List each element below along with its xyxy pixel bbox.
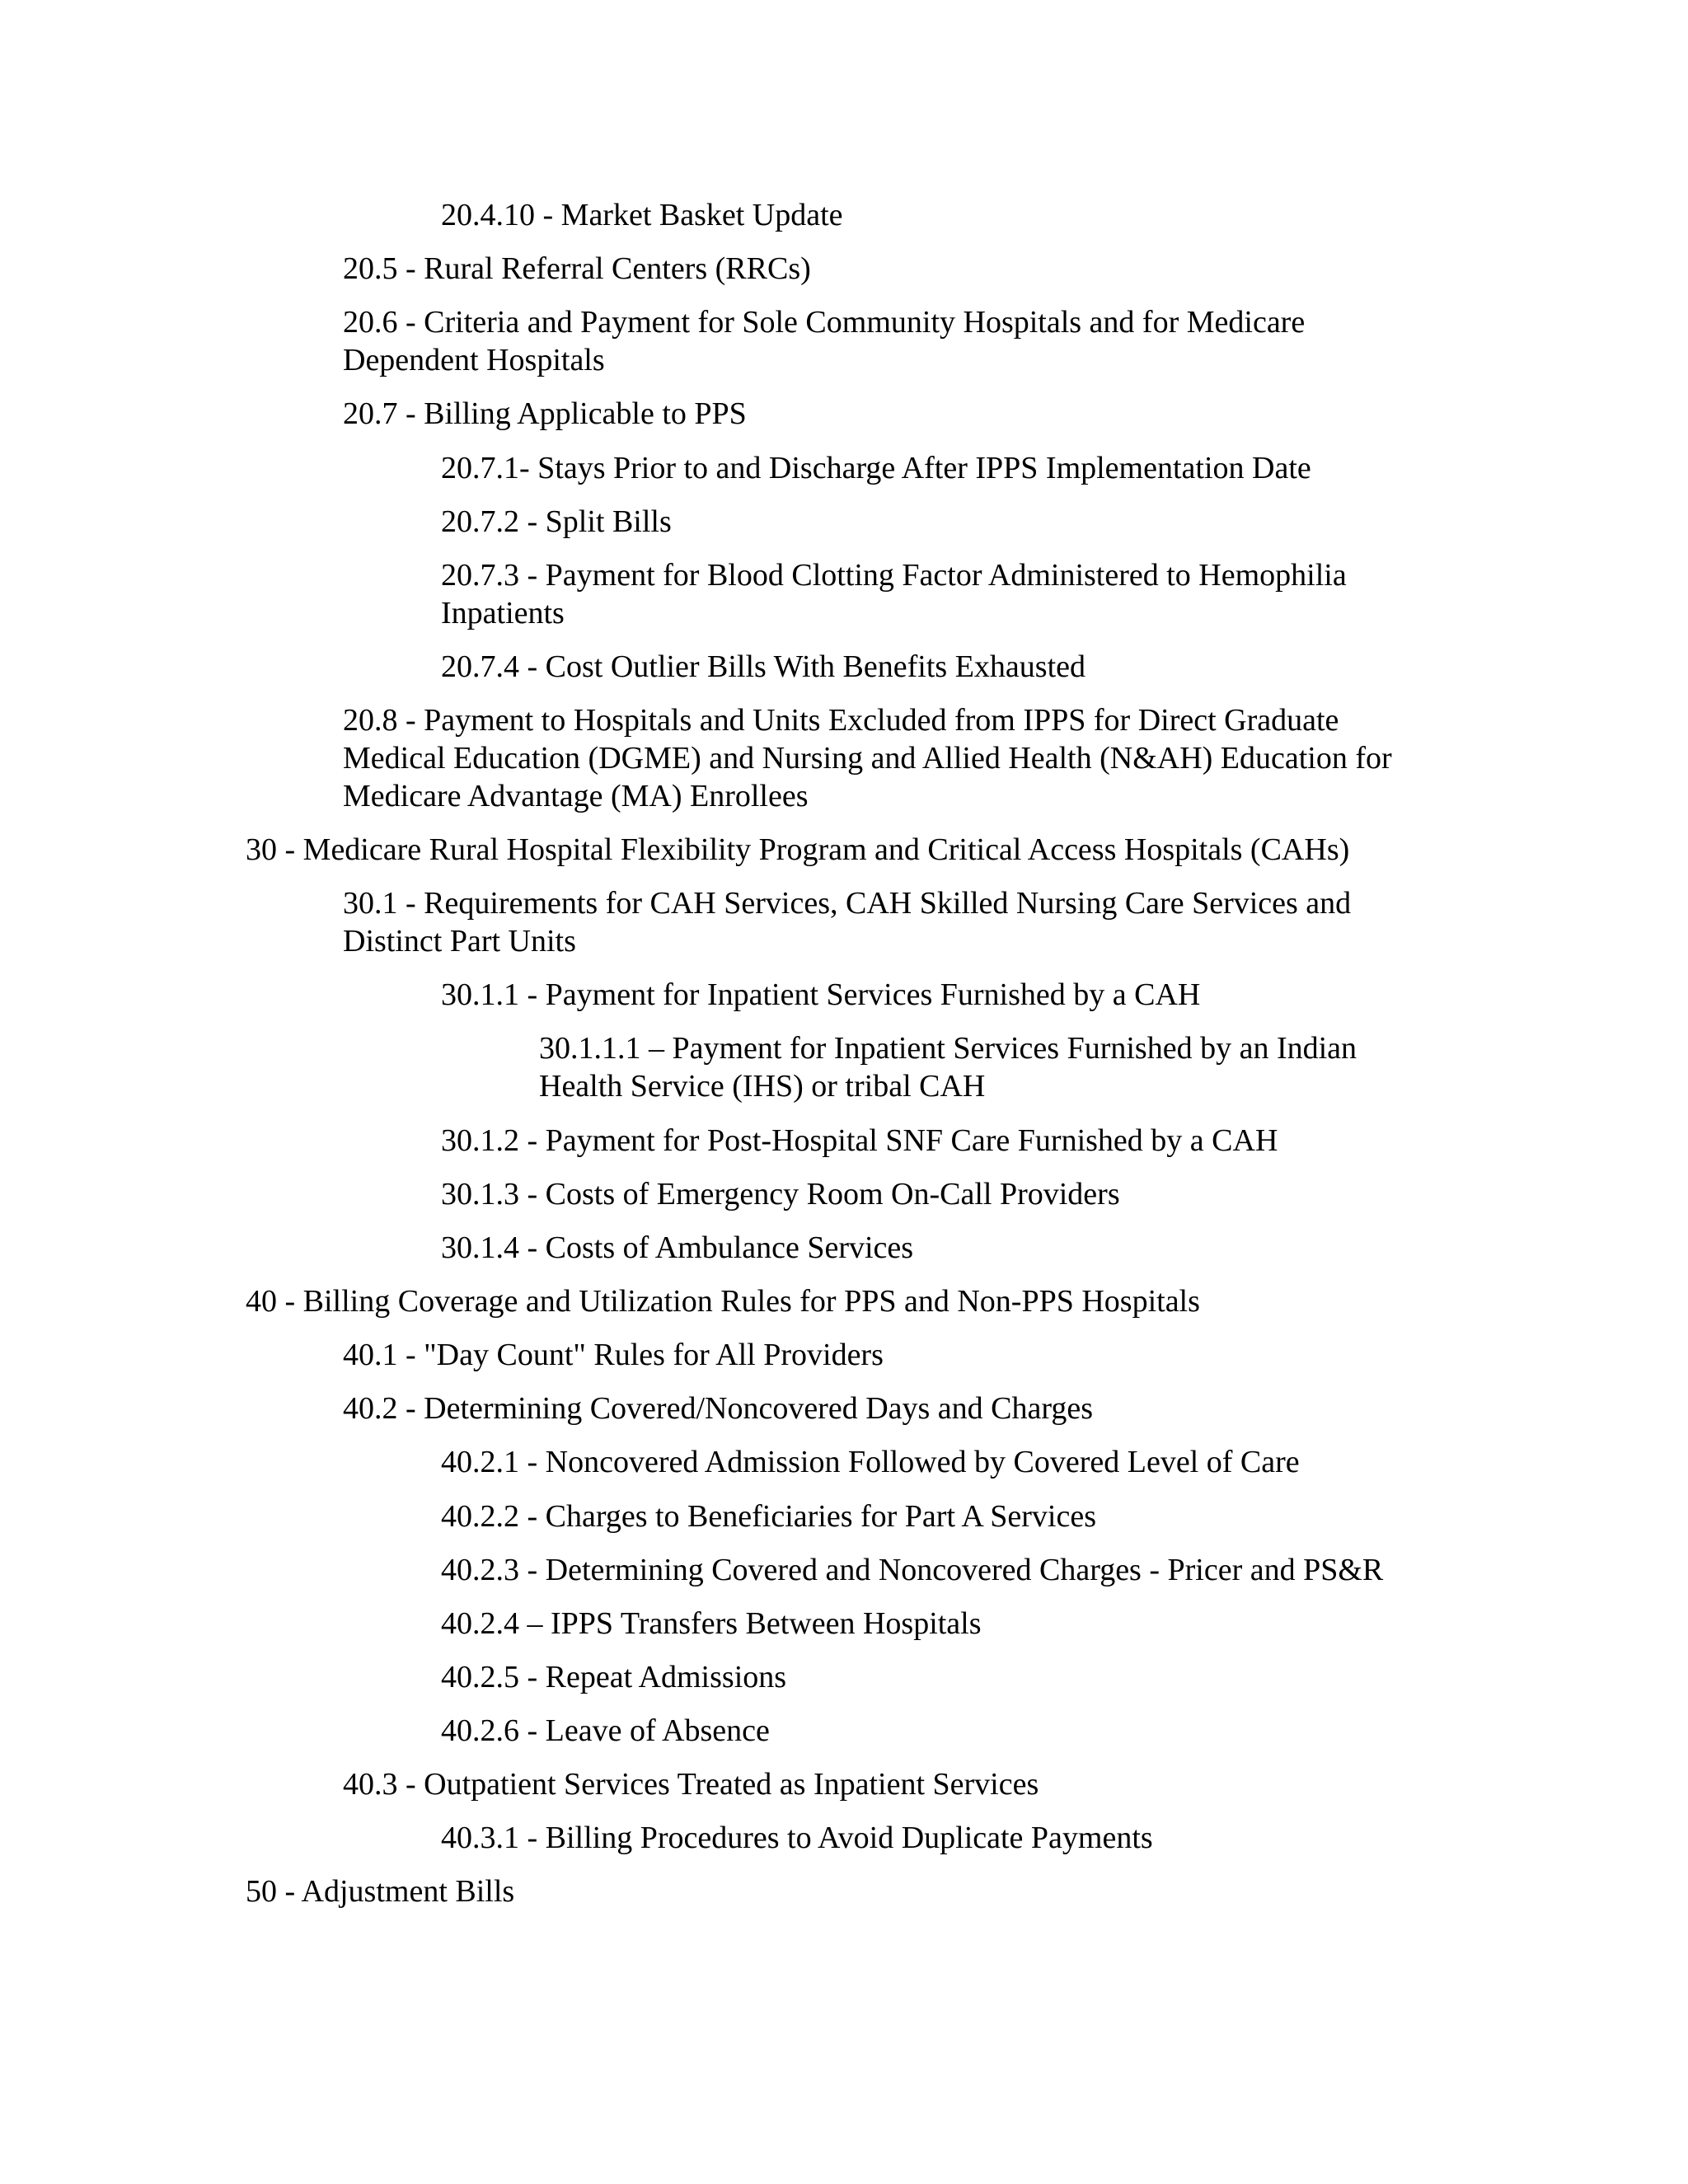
toc-entry-40-2-2: 40.2.2 - Charges to Beneficiaries for Part A Services — [441, 1499, 1096, 1534]
toc-entry-40-1: 40.1 - "Day Count" Rules for All Providers — [343, 1338, 884, 1372]
toc-entry-30-1-1-1: 30.1.1.1 – Payment for Inpatient Services Furnished by an Indian Health Service (IHS) or tribal CAH — [539, 1031, 1357, 1104]
toc-entry-30-1-1: 30.1.1 - Payment for Inpatient Services Furnished by a CAH — [441, 977, 1201, 1012]
toc-entry-30-1-2: 30.1.2 - Payment for Post-Hospital SNF Care Furnished by a CAH — [441, 1123, 1278, 1158]
toc-entry-40-3: 40.3 - Outpatient Services Treated as Inpatient Services — [343, 1767, 1039, 1802]
toc-entry-20-5: 20.5 - Rural Referral Centers (RRCs) — [343, 251, 811, 286]
toc-entry-40-3-1: 40.3.1 - Billing Procedures to Avoid Duplicate Payments — [441, 1821, 1153, 1855]
toc-entry-30-1-3: 30.1.3 - Costs of Emergency Room On-Call Providers — [441, 1177, 1120, 1212]
toc-entry-40-2-5: 40.2.5 - Repeat Admissions — [441, 1660, 787, 1694]
toc-entry-30-1: 30.1 - Requirements for CAH Services, CAH Skilled Nursing Care Services and Distinct Part Units — [343, 886, 1352, 958]
toc-entry-40-2-4: 40.2.4 – IPPS Transfers Between Hospitals — [441, 1606, 982, 1641]
toc-entry-20-4-10: 20.4.10 - Market Basket Update — [441, 198, 843, 232]
toc-entry-40-2-1: 40.2.1 - Noncovered Admission Followed by Covered Level of Care — [441, 1445, 1300, 1479]
toc-entry-20-7: 20.7 - Billing Applicable to PPS — [343, 396, 747, 431]
toc-entry-20-8: 20.8 - Payment to Hospitals and Units Excluded from IPPS for Direct Graduate Medical Education (DGME) and Nursing and Allied Health (N&AH) Education for Medicare Advantage (MA) Enrollees — [343, 703, 1392, 813]
toc-entry-40: 40 - Billing Coverage and Utilization Rules for PPS and Non-PPS Hospitals — [246, 1284, 1200, 1319]
toc-entry-20-6: 20.6 - Criteria and Payment for Sole Community Hospitals and for Medicare Dependent Hospitals — [343, 305, 1306, 377]
toc-entry-30: 30 - Medicare Rural Hospital Flexibility Program and Critical Access Hospitals (CAHs) — [246, 832, 1350, 867]
toc-entry-40-2: 40.2 - Determining Covered/Noncovered Days and Charges — [343, 1391, 1093, 1426]
toc-entry-40-2-3: 40.2.3 - Determining Covered and Noncovered Charges - Pricer and PS&R — [441, 1553, 1384, 1587]
toc-entry-20-7-2: 20.7.2 - Split Bills — [441, 504, 672, 539]
toc-entry-20-7-3: 20.7.3 - Payment for Blood Clotting Factor Administered to Hemophilia Inpatients — [441, 558, 1347, 630]
toc-entry-50: 50 - Adjustment Bills — [246, 1874, 515, 1909]
toc-entry-20-7-1: 20.7.1- Stays Prior to and Discharge After IPPS Implementation Date — [441, 451, 1311, 485]
toc-entry-30-1-4: 30.1.4 - Costs of Ambulance Services — [441, 1230, 914, 1265]
toc-entry-20-7-4: 20.7.4 - Cost Outlier Bills With Benefits Exhausted — [441, 649, 1085, 684]
toc-entry-40-2-6: 40.2.6 - Leave of Absence — [441, 1713, 770, 1748]
